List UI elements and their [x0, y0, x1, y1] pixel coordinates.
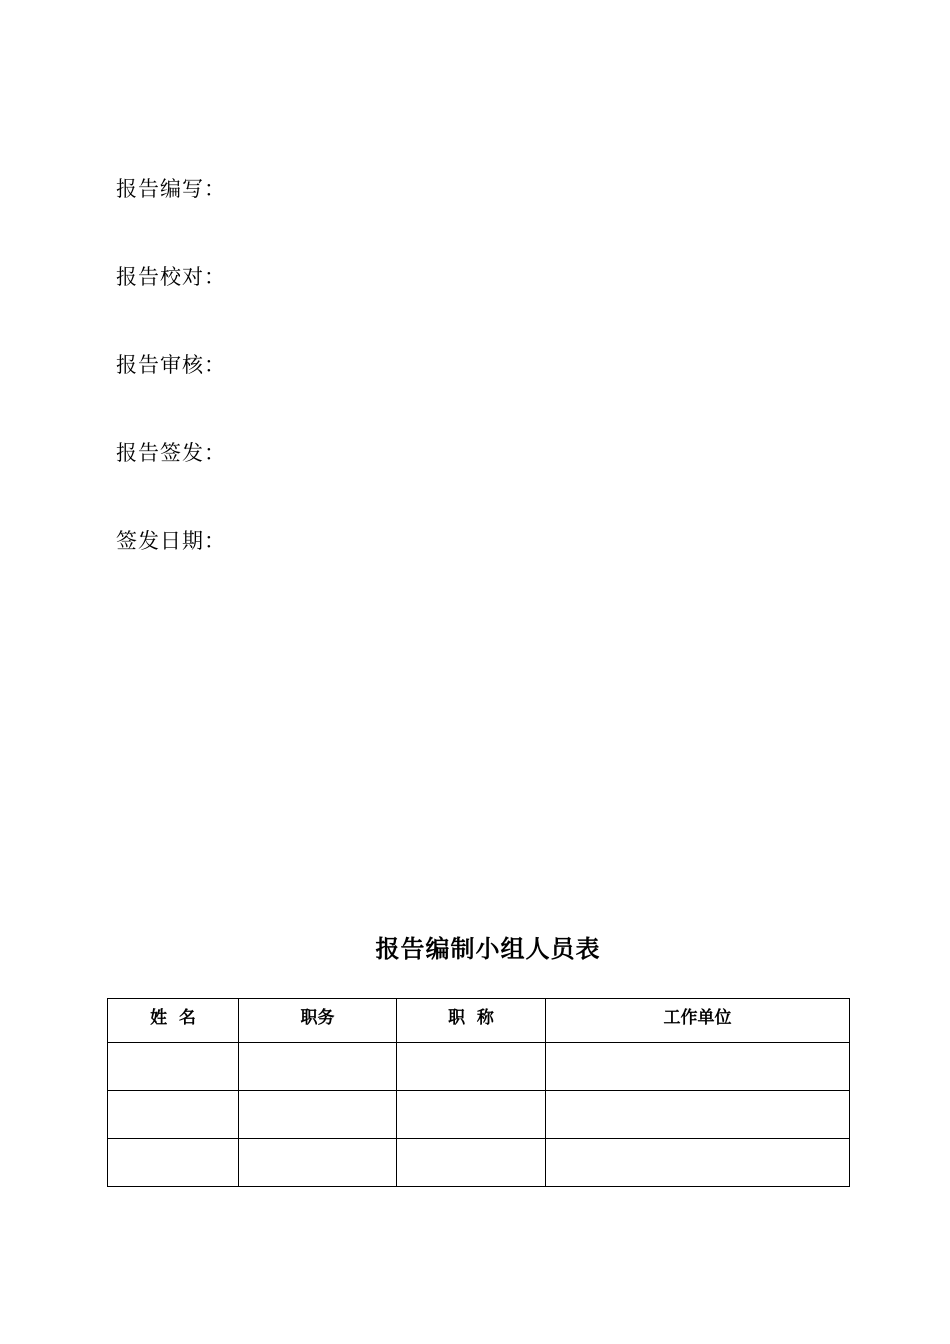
- table-row: [108, 1091, 850, 1139]
- table-cell: [397, 1043, 546, 1091]
- table-row: [108, 1043, 850, 1091]
- table-cell: [239, 1139, 397, 1187]
- table-cell: [397, 1139, 546, 1187]
- table-row: [108, 1139, 850, 1187]
- staff-table: [107, 998, 850, 1187]
- table-cell: [108, 1139, 239, 1187]
- table-cell: [546, 1043, 850, 1091]
- table-cell: [108, 1091, 239, 1139]
- table-cell: [546, 1139, 850, 1187]
- table-header-row: [108, 999, 850, 1043]
- table-cell: [546, 1091, 850, 1139]
- field-report-reviewer: 报告审核：: [116, 353, 226, 377]
- field-report-issuer: 报告签发：: [116, 441, 226, 465]
- field-report-writer: 报告编写：: [116, 177, 226, 201]
- table-cell: [397, 1091, 546, 1139]
- table-cell: [108, 1043, 239, 1091]
- header-workplace: 工作单位: [546, 999, 850, 1043]
- staff-table-title: 报告编制小组人员表: [375, 935, 601, 963]
- header-position: 职务: [239, 999, 397, 1043]
- field-issue-date: 签发日期：: [116, 529, 226, 553]
- header-title: 职 称: [397, 999, 546, 1043]
- field-report-proofreader: 报告校对：: [116, 265, 226, 289]
- table-cell: [239, 1043, 397, 1091]
- header-name: 姓 名: [108, 999, 239, 1043]
- table-cell: [239, 1091, 397, 1139]
